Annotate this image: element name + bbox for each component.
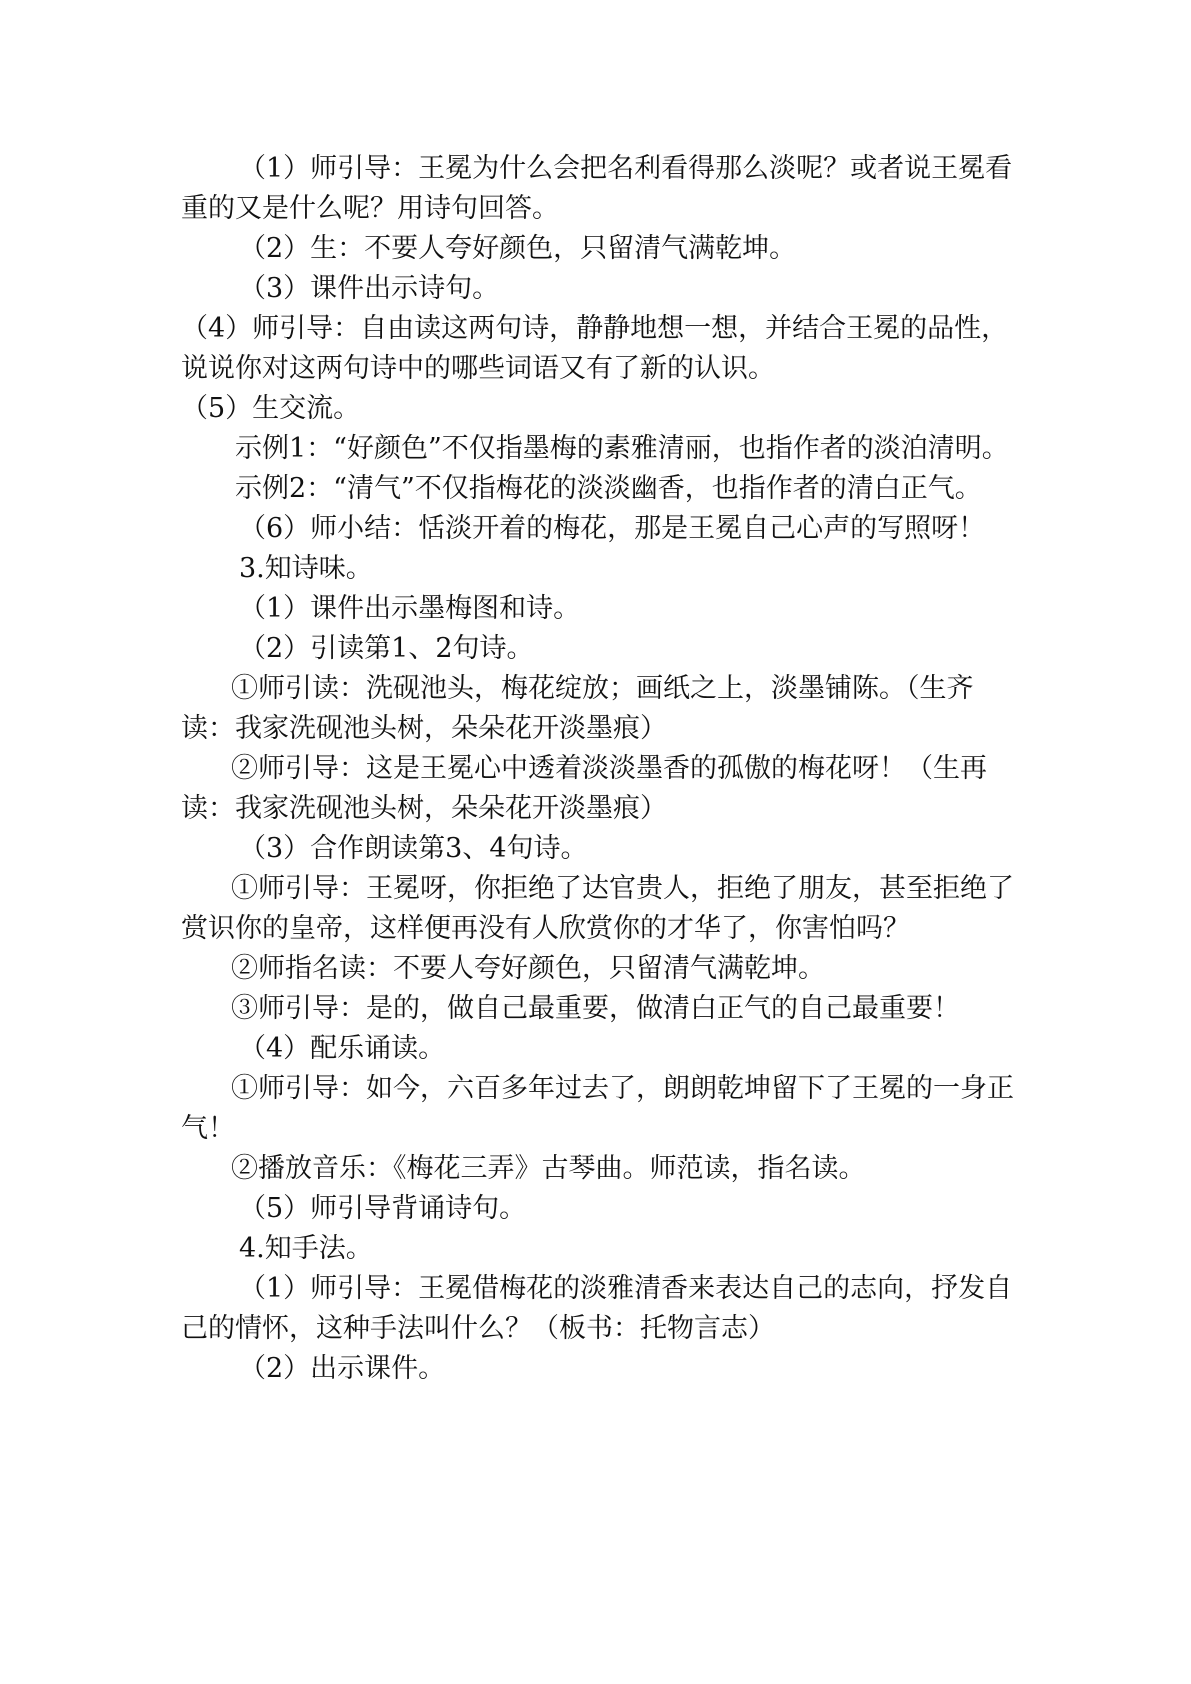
- paragraph-10: （1）课件出示墨梅图和诗。: [239, 593, 581, 624]
- paragraph-13: ②师引导：这是王冕心中透着淡淡墨香的孤傲的梅花呀！（生再读：我家洗砚池头树，朵朵花开淡墨痕）: [181, 753, 987, 824]
- paragraph-4: （4）师引导：自由读这两句诗，静静地想一想，并结合王冕的品性，说说你对这两句诗中的哪些词语又有了新的认识。: [181, 313, 1009, 384]
- paragraph-19: ①师引导：如今，六百多年过去了，朗朗乾坤留下了王冕的一身正气！: [181, 1073, 1014, 1144]
- paragraph-20: ②播放音乐：《梅花三弄》古琴曲。师范读，指名读。: [231, 1153, 866, 1184]
- paragraph-1: （1）师引导：王冕为什么会把名利看得那么淡呢？或者说王冕看重的又是什么呢？用诗句回答。: [181, 153, 1013, 224]
- document-body: [181, 149, 1021, 1389]
- paragraph-5: （5）生交流。: [181, 393, 361, 424]
- section-heading-3: 3.知诗味。: [239, 553, 373, 584]
- paragraph-6: 示例1：“好颜色”不仅指墨梅的素雅清丽，也指作者的淡泊清明。: [235, 433, 1009, 464]
- paragraph-21: （5）师引导背诵诗句。: [239, 1193, 527, 1224]
- paragraph-16: ②师指名读：不要人夸好颜色，只留清气满乾坤。: [231, 953, 825, 984]
- paragraph-15: ①师引导：王冕呀，你拒绝了达官贵人，拒绝了朋友，甚至拒绝了赏识你的皇帝，这样便再没有人欣赏你的才华了，你害怕吗？: [181, 873, 1014, 944]
- paragraph-3: （3）课件出示诗句。: [239, 273, 500, 304]
- paragraph-23: （1）师引导：王冕借梅花的淡雅清香来表达自己的志向，抒发自己的情怀，这种手法叫什么？（板书：托物言志）: [181, 1273, 1013, 1344]
- paragraph-24: （2）出示课件。: [239, 1353, 446, 1384]
- paragraph-17: ③师引导：是的，做自己最重要，做清白正气的自己最重要！: [231, 993, 960, 1024]
- paragraph-11: （2）引读第1、2句诗。: [239, 633, 534, 664]
- section-heading-4: 4.知手法。: [239, 1233, 373, 1264]
- paragraph-2: （2）生：不要人夸好颜色，只留清气满乾坤。: [239, 233, 797, 264]
- paragraph-14: （3）合作朗读第3、4句诗。: [239, 833, 588, 864]
- paragraph-8: （6）师小结：恬淡开着的梅花，那是王冕自己心声的写照呀！: [239, 513, 986, 544]
- paragraph-7: 示例2：“清气”不仅指梅花的淡淡幽香，也指作者的清白正气。: [235, 473, 982, 504]
- paragraph-18: （4）配乐诵读。: [239, 1033, 446, 1064]
- paragraph-12: ①师引读：洗砚池头，梅花绽放；画纸之上，淡墨铺陈。（生齐读：我家洗砚池头树，朵朵花开淡墨痕）: [181, 673, 974, 744]
